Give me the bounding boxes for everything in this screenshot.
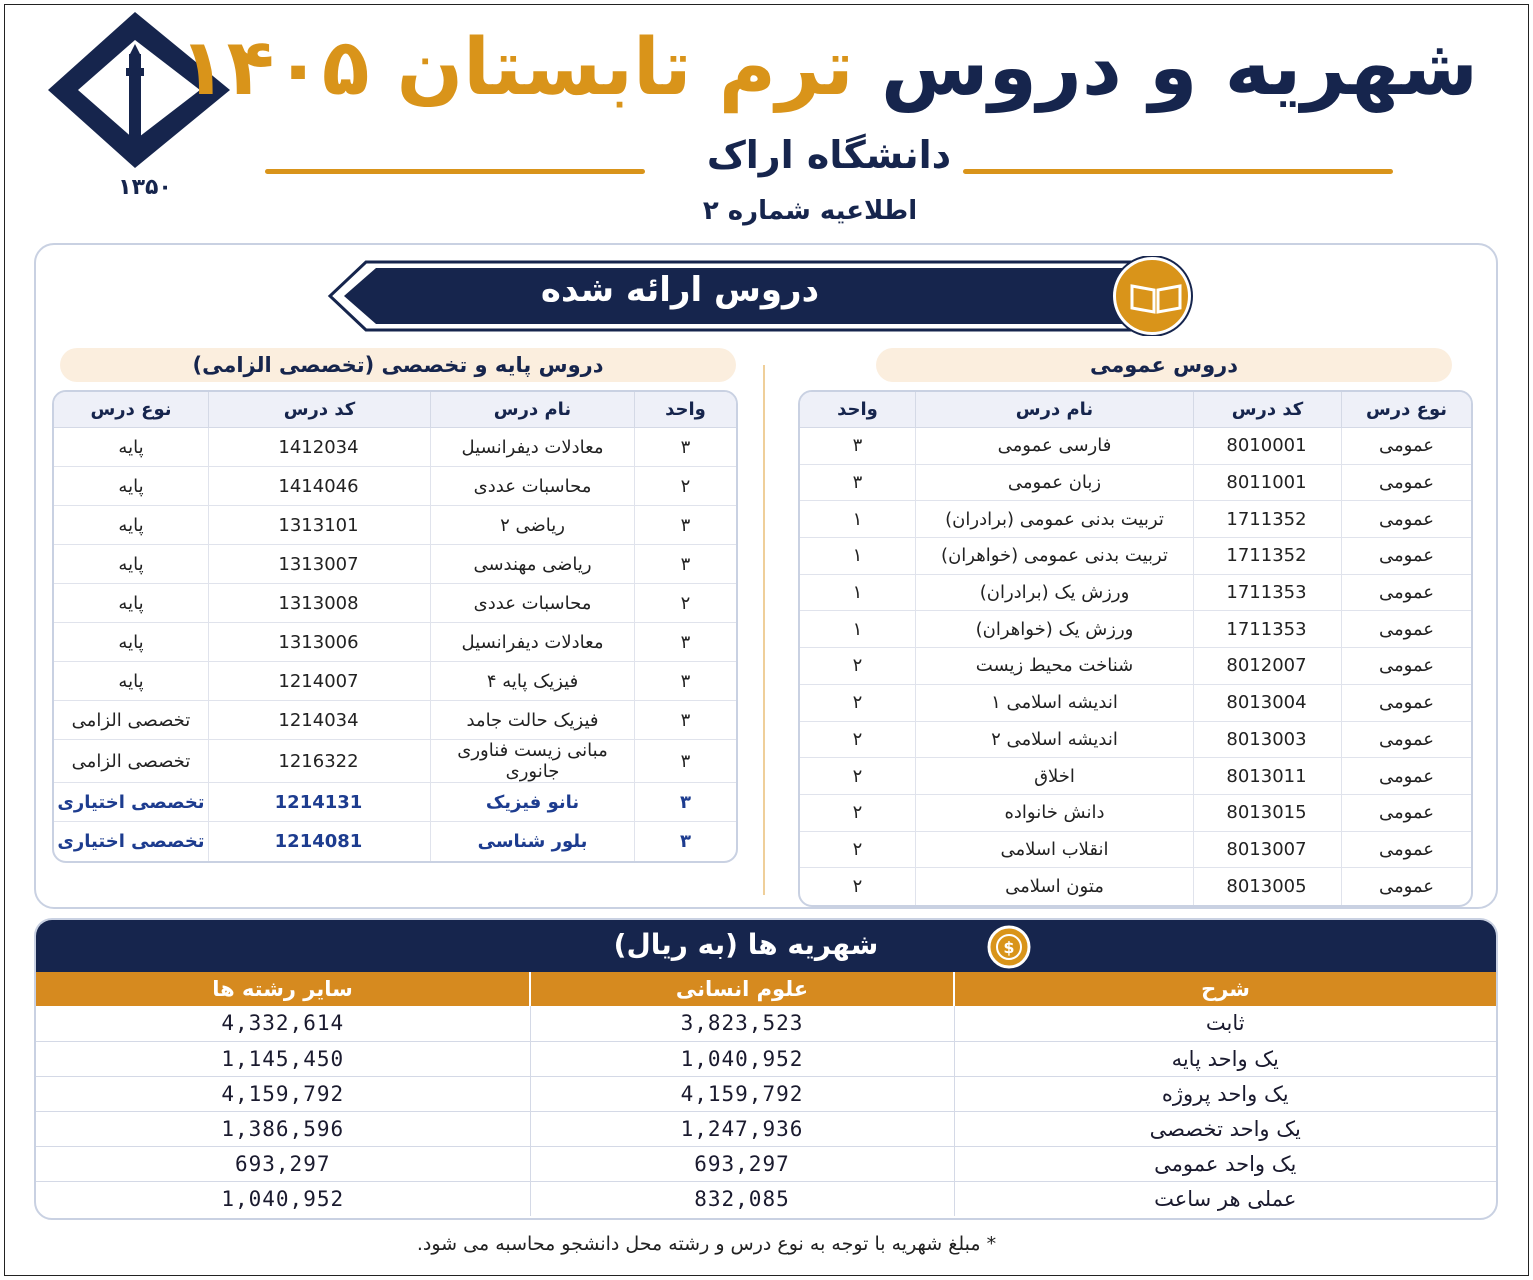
course-code: 8013011 [1193, 758, 1341, 795]
col-other: سایر رشته ها [36, 972, 530, 1006]
course-code: 1216322 [208, 740, 430, 783]
fee-other: 1,040,952 [221, 1186, 345, 1211]
course-units: ۳ [800, 465, 915, 502]
table-row [800, 795, 1471, 832]
book-icon [1126, 280, 1186, 316]
course-code: 8011001 [1193, 465, 1341, 502]
course-name: فیزیک پایه ۴ [430, 662, 634, 701]
title-part1: شهریه و دروس [880, 23, 1478, 113]
course-units: ۳ [634, 623, 736, 662]
course-code: 1412034 [208, 428, 430, 467]
table-row [54, 783, 736, 822]
course-name: ریاضی مهندسی [430, 545, 634, 584]
course-type: پایه [54, 623, 208, 662]
table-row [36, 1111, 1496, 1146]
course-code: 1711353 [1193, 611, 1341, 648]
table-row [800, 648, 1471, 685]
course-units: ۱ [800, 501, 915, 538]
fee-humanities: 1,040,952 [530, 1041, 954, 1076]
course-code: 1313008 [208, 584, 430, 623]
col-type: نوع درس [54, 392, 208, 428]
course-type: پایه [54, 662, 208, 701]
course-type: پایه [54, 428, 208, 467]
table-row [800, 758, 1471, 795]
course-units: ۳ [634, 506, 736, 545]
course-code: 8012007 [1193, 648, 1341, 685]
course-units: ۳ [634, 783, 736, 822]
course-name: فارسی عمومی [915, 428, 1193, 465]
fee-other: 4,332,614 [36, 1006, 530, 1041]
course-type: عمومی [1341, 722, 1471, 759]
course-code: 8013004 [1193, 685, 1341, 722]
course-name: اندیشه اسلامی ۲ [915, 722, 1193, 759]
col-units: واحد [634, 392, 736, 428]
course-units: ۲ [800, 722, 915, 759]
table-row [54, 623, 736, 662]
course-name: شناخت محیط زیست [915, 648, 1193, 685]
table-row [54, 506, 736, 545]
fee-humanities: 1,247,936 [530, 1111, 954, 1146]
table-row [800, 685, 1471, 722]
table-row [54, 428, 736, 467]
table-row [36, 1006, 1496, 1041]
course-code: 1313006 [208, 623, 430, 662]
course-code: 8010001 [1193, 428, 1341, 465]
fee-other: 1,386,596 [36, 1111, 530, 1146]
col-units: واحد [800, 392, 915, 428]
course-name: ورزش یک (برادران) [915, 575, 1193, 612]
table-row [800, 501, 1471, 538]
course-type: عمومی [1341, 538, 1471, 575]
fee-description: ثابت [954, 1006, 1496, 1041]
course-units: ۳ [800, 428, 915, 465]
svg-text:$: $ [1003, 938, 1015, 957]
course-code: 8013007 [1193, 832, 1341, 869]
fee-humanities: 4,159,792 [530, 1076, 954, 1111]
fee-humanities: 693,297 [530, 1146, 954, 1181]
fee-description: عملی هر ساعت [954, 1181, 1496, 1216]
course-name: دانش خانواده [915, 795, 1193, 832]
course-type: تخصصی اختیاری [57, 831, 205, 852]
table-row [36, 1181, 1496, 1216]
course-type: تخصصی الزامی [54, 740, 208, 783]
course-type: عمومی [1341, 465, 1471, 502]
course-units: ۲ [634, 467, 736, 506]
table-row [36, 1146, 1496, 1181]
course-type: عمومی [1341, 575, 1471, 612]
course-type: عمومی [1341, 611, 1471, 648]
course-type: تخصصی الزامی [54, 701, 208, 740]
course-name: فیزیک حالت جامد [430, 701, 634, 740]
course-code: 1214007 [208, 662, 430, 701]
course-name: متون اسلامی [915, 868, 1193, 905]
tuition-panel [34, 918, 1498, 1220]
course-code: 1711353 [1193, 575, 1341, 612]
course-code: 1313101 [208, 506, 430, 545]
col-description: شرح [954, 972, 1496, 1006]
course-name: محاسبات عددی [430, 467, 634, 506]
course-type: عمومی [1341, 501, 1471, 538]
col-type: نوع درس [1341, 392, 1471, 428]
table-row [54, 662, 736, 701]
col-code: کد درس [208, 392, 430, 428]
course-type: عمومی [1341, 758, 1471, 795]
course-name: معادلات دیفرانسیل [430, 623, 634, 662]
table-row [800, 832, 1471, 869]
course-type: پایه [54, 467, 208, 506]
university-name: دانشگاه اراک [706, 133, 952, 177]
table-row [54, 467, 736, 506]
course-type: پایه [54, 584, 208, 623]
course-units: ۳ [634, 428, 736, 467]
course-code: 8013003 [1193, 722, 1341, 759]
title-part2: ترم تابستان ۱۴۰۵ [179, 23, 854, 113]
core-courses-title: دروس پایه و تخصصی (تخصصی الزامی) [60, 348, 736, 382]
column-divider [763, 365, 765, 895]
table-row [54, 584, 736, 623]
course-units: ۳ [634, 740, 736, 783]
course-code: 1214081 [208, 822, 430, 861]
table-row [800, 611, 1471, 648]
col-humanities: علوم انسانی [530, 972, 954, 1006]
course-units: ۲ [634, 584, 736, 623]
fee-description: یک واحد پایه [954, 1041, 1496, 1076]
course-name: ورزش یک (خواهران) [915, 611, 1193, 648]
col-name: نام درس [915, 392, 1193, 428]
course-units: ۲ [800, 795, 915, 832]
course-units: ۳ [634, 822, 736, 861]
logo-year: ۱۳۵۰ [118, 175, 172, 200]
page-title [179, 18, 1478, 118]
fee-description: یک واحد عمومی [954, 1146, 1496, 1181]
course-code: 1711352 [1193, 538, 1341, 575]
course-name: اندیشه اسلامی ۱ [915, 685, 1193, 722]
table-row [54, 740, 736, 783]
notice-number: اطلاعیه شماره ۲ [702, 196, 918, 226]
course-type: عمومی [1341, 648, 1471, 685]
fee-humanities: 3,823,523 [530, 1006, 954, 1041]
table-row [800, 868, 1471, 905]
course-type: عمومی [1341, 685, 1471, 722]
table-row [800, 465, 1471, 502]
course-code: 1214131 [208, 783, 430, 822]
course-units: ۲ [800, 685, 915, 722]
course-code: 8013015 [1193, 795, 1341, 832]
course-units: ۱ [800, 538, 915, 575]
tuition-title: شهریه ها (به ریال) [613, 928, 879, 961]
fee-other: 693,297 [36, 1146, 530, 1181]
general-courses-title: دروس عمومی [876, 348, 1452, 382]
course-code: 1214034 [208, 701, 430, 740]
course-code: 1313007 [208, 545, 430, 584]
fee-description: یک واحد پروژه [954, 1076, 1496, 1111]
course-type: عمومی [1341, 428, 1471, 465]
course-type: پایه [54, 506, 208, 545]
fee-other: 4,159,792 [36, 1076, 530, 1111]
footnote: * مبلغ شهریه با توجه به نوع درس و رشته محل دانشجو محاسبه می شود. [416, 1233, 997, 1255]
course-name: نانو فیزیک [430, 783, 634, 822]
fee-description: یک واحد تخصصی [954, 1111, 1496, 1146]
table-row [800, 575, 1471, 612]
course-units: ۲ [852, 876, 863, 898]
course-type: عمومی [1341, 868, 1471, 905]
course-name: تربیت بدنی عمومی (خواهران) [915, 538, 1193, 575]
fee-other: 1,145,450 [36, 1041, 530, 1076]
table-row [54, 545, 736, 584]
course-name: معادلات دیفرانسیل [430, 428, 634, 467]
course-type: پایه [54, 545, 208, 584]
table-row [36, 1076, 1496, 1111]
col-code: کد درس [1193, 392, 1341, 428]
subtitle-row [265, 133, 1393, 189]
courses-banner-title: دروس ارائه شده [540, 270, 820, 310]
course-units: ۲ [800, 758, 915, 795]
course-units: ۳ [634, 545, 736, 584]
course-code: 1711352 [1193, 501, 1341, 538]
course-name: ریاضی ۲ [430, 506, 634, 545]
table-row [800, 428, 1471, 465]
table-row [800, 538, 1471, 575]
table-row [54, 822, 736, 861]
tuition-table [36, 972, 1496, 1216]
course-name: انقلاب اسلامی [915, 832, 1193, 869]
general-courses-table [798, 390, 1473, 907]
table-row [54, 701, 736, 740]
course-units: ۱ [800, 611, 915, 648]
course-name: اخلاق [915, 758, 1193, 795]
course-name: بلور شناسی [430, 822, 634, 861]
course-type: عمومی [1341, 832, 1471, 869]
course-code: 1414046 [208, 467, 430, 506]
course-name: مبانی زیست فناوری جانوری [430, 740, 634, 783]
course-name: محاسبات عددی [430, 584, 634, 623]
core-courses-table [52, 390, 738, 863]
course-name: تربیت بدنی عمومی (برادران) [915, 501, 1193, 538]
table-row [36, 1041, 1496, 1076]
course-units: ۳ [634, 662, 736, 701]
course-name: زبان عمومی [915, 465, 1193, 502]
course-code: 8013005 [1193, 868, 1341, 905]
course-units: ۲ [800, 648, 915, 685]
table-row [800, 722, 1471, 759]
course-units: ۳ [634, 701, 736, 740]
course-units: ۱ [800, 575, 915, 612]
coin-icon [980, 925, 1038, 969]
course-type: تخصصی اختیاری [54, 783, 208, 822]
col-name: نام درس [430, 392, 634, 428]
course-type: عمومی [1341, 795, 1471, 832]
fee-humanities: 832,085 [530, 1181, 954, 1216]
course-units: ۲ [800, 832, 915, 869]
